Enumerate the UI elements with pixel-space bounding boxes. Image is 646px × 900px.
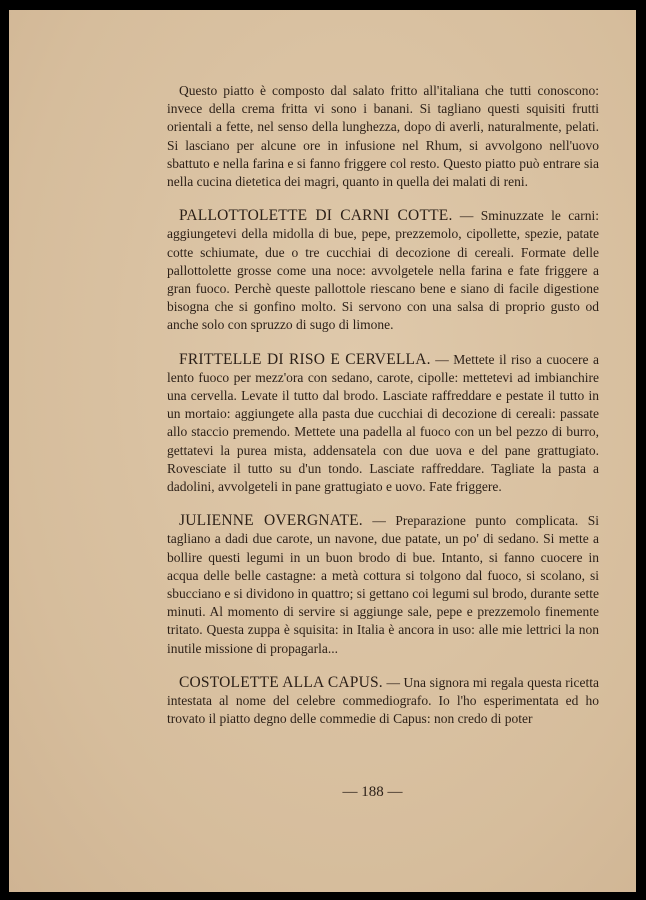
paragraph-text: — Una signora mi regala questa ricetta intestata al nome del celebre commediografo. Io l'ho esperimentata ed ho trovato il piatto degno delle commedie di Capus: non credo di poter bbox=[167, 674, 600, 727]
book-page bbox=[9, 10, 636, 892]
paragraph-julienne bbox=[167, 512, 599, 658]
paragraph-frittelle bbox=[167, 351, 599, 497]
recipe-heading: COSTOLETTE ALLA CAPUS. bbox=[179, 673, 383, 691]
paragraph-text: — Sminuzzate le carni: aggiungetevi della midolla di bue, pepe, prezzemolo, cipollette, spezie, patate cotte schiumate, due o tre cucchiai di decozione di cereali. Formate delle pallottolette grosse come una noce: avvolgetele nella farina e fate friggere a gran fuoco. Perchè queste pallottole riescano bene e siano di facile digestione bisogna che si gonfino molto. Si servono con una salsa di proprio gusto od anche solo con spruzzo di sugo di limone. bbox=[167, 208, 600, 333]
recipe-heading: PALLOTTOLETTE DI CARNI COTTE. bbox=[179, 207, 453, 225]
paragraph-banani bbox=[167, 82, 599, 191]
recipe-heading: JULIENNE OVERGNATE. bbox=[179, 512, 363, 530]
paragraph-text: Questo piatto è composto dal salato fritto all'italiana che tutti conoscono: invece della crema fritta vi sono i banani. Si tagliano questi squisiti frutti orientali a fette, nel senso della lunghezza, dopo di averli, naturalmente, pelati. Si lasciano per alcune ore in infusione nel Rhum, si avvolgono nell'uovo sbattuto e nella farina e si fanno friggere col resto. Questo piatto può entrare sia nella cucina dietetica dei magri, quanto in quella dei malati di reni. bbox=[167, 83, 599, 190]
paragraph-text: — Mettete il riso a cuocere a lento fuoco per mezz'ora con sedano, carote, cipolle: mettetevi ad imbianchire una cervella. Levate il tutto dal brodo. Lasciate raffreddare e pestate il tutto in un mortaio: aggiungete alla pasta due cucchiai di decozione di cereali: passate allo staccio premendo. Mettete una padella al fuoco con un bel pezzo di burro, gettatevi la purea mista, addensatela con due uova e del pane grattugiato. Rovesciate il tutto su d'un tondo. Lasciate raffreddare. Tagliate la pasta a dadolini, avvolgeteli in pane grattugiato e uovo. Fate friggere. bbox=[167, 351, 600, 495]
paragraph-costolette bbox=[167, 674, 599, 729]
page-number: — 188 — bbox=[342, 784, 403, 800]
recipe-heading: FRITTELLE DI RISO E CERVELLA. bbox=[179, 350, 431, 368]
page-body bbox=[167, 82, 599, 729]
paragraph-text: — Preparazione punto complicata. Si tagliano a dadi due carote, un navone, due patate, un po' di sedano. Si mette a bollire questi legumi in un buon brodo di bue. Intanto, si fanno cuocere in acqua delle belle castagne: a metà cottura si tolgono dal fuoco, si scolano, si sbucciano e si dividono in quattro; si gettano coi legumi sul brodo, durante sette minuti. Al momento di servire si aggiunge sale, pepe e prezzemolo finemente tritato. Questa zuppa è squisita: in Italia è ancora in uso: alle mie lettrici la non inutile missione di propagarla... bbox=[167, 513, 599, 656]
paragraph-pallottolette bbox=[167, 207, 599, 334]
